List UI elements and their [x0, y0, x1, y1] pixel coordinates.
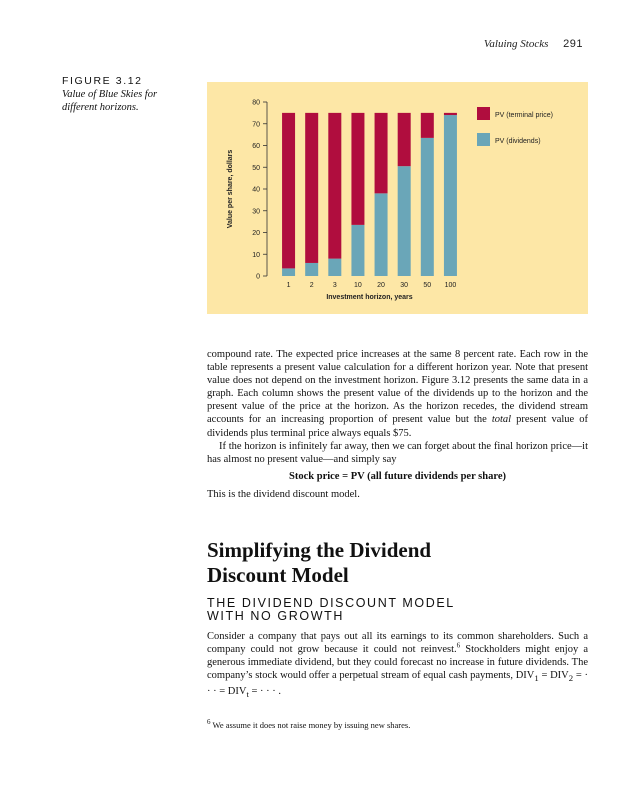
figure-caption: Value of Blue Skies for different horizons. [62, 89, 158, 113]
y-tick-label: 70 [252, 121, 260, 129]
emphasis-total: total [491, 414, 512, 426]
legend-label: PV (dividends) [495, 138, 541, 145]
bar-terminal-price [398, 113, 411, 166]
chart-panel [207, 82, 588, 314]
y-tick-label: 30 [252, 208, 260, 216]
footnote-ref: 6 [456, 641, 461, 650]
bar-terminal-price [421, 113, 434, 138]
x-tick-label: 30 [400, 282, 409, 289]
bar-terminal-price [444, 113, 457, 115]
body-text [207, 348, 588, 501]
x-axis-label: Investment horizon, years [326, 294, 413, 301]
y-tick-label: 0 [256, 273, 260, 281]
y-tick-label: 80 [252, 99, 260, 107]
y-tick-label: 50 [252, 164, 260, 172]
y-tick-label: 20 [252, 230, 260, 237]
y-tick-label: 40 [252, 186, 260, 194]
y-axis-label: Value per share, dollars [227, 149, 234, 229]
bar-dividends [305, 263, 318, 276]
x-tick-label: 3 [332, 282, 337, 289]
bar-terminal-price [305, 113, 318, 263]
legend-label: PV (terminal price) [495, 112, 553, 119]
bar-dividends [444, 115, 457, 276]
bar-terminal-price [375, 113, 388, 193]
x-tick-label: 2 [309, 282, 314, 289]
bar-terminal-price [351, 113, 364, 225]
footnote-mark: 6 [207, 718, 211, 727]
legend-swatch [477, 133, 490, 146]
bar-dividends [398, 166, 411, 276]
paragraph-1: compound rate. The expected price increases at the same 8 percent rate. Each row in the table represents a present value calculation for a different horizon year. Note that present value does not depend on the investment horizon. Figure 3.12 presents the same data in a graph. Each column shows the present value of the dividends up to the horizon and the present value of the price at the horizon. As the horizon recedes, the dividend stream accounts for an increasing proportion of present value but the total present value of dividends plus terminal price always equals $75. [207, 349, 588, 439]
stacked-bar-chart [207, 82, 588, 314]
x-tick-label: 1 [286, 282, 291, 289]
x-tick-label: 20 [377, 282, 385, 289]
bar-terminal-price [282, 113, 295, 269]
running-head [484, 38, 583, 50]
footnote-text: We assume it does not raise money by issuing new shares. [210, 720, 411, 730]
footnote [207, 720, 588, 730]
subsection-title: THE DIVIDEND DISCOUNT MODEL WITH NO GROWTH [207, 596, 455, 623]
bar-dividends [421, 138, 434, 276]
bar-dividends [328, 259, 341, 276]
bar-terminal-price [328, 113, 341, 259]
figure-label: FIGURE 3.12 [62, 75, 143, 87]
y-tick-label: 10 [252, 251, 260, 259]
section-title: Simplifying the Dividend Discount Model [207, 538, 432, 587]
x-tick-label: 100 [444, 282, 457, 289]
x-tick-label: 10 [354, 282, 362, 289]
paragraph-2: If the horizon is infinitely far away, then we can forget about the final horizon price—it has almost no present value—and simply say [207, 440, 588, 465]
bar-dividends [351, 225, 364, 276]
legend-swatch [477, 107, 490, 120]
page-number: 291 [563, 38, 583, 50]
section-paragraph-1: Consider a company that pays out all its earnings to its common shareholders. Such a company could not grow because it could not reinvest.$^6$ Stockholders might enjoy a generous immediate dividend, but they could forecast no increase in future dividends. The company’s stock would offer a perpetual stream of equal cash payments, $DIV_1 = DIV_2$ = · · · = $DIV_t$ = · · · . [207, 631, 588, 700]
running-head-title: Valuing Stocks [483, 38, 549, 50]
bar-dividends [282, 268, 295, 276]
x-tick-label: 50 [423, 282, 432, 289]
paragraph-3: This is the dividend discount model. [207, 488, 360, 500]
formula: Stock price = PV (all future dividends per share) [289, 470, 506, 482]
section-body [207, 630, 588, 702]
y-tick-label: 60 [252, 143, 260, 150]
bar-dividends [375, 193, 388, 276]
